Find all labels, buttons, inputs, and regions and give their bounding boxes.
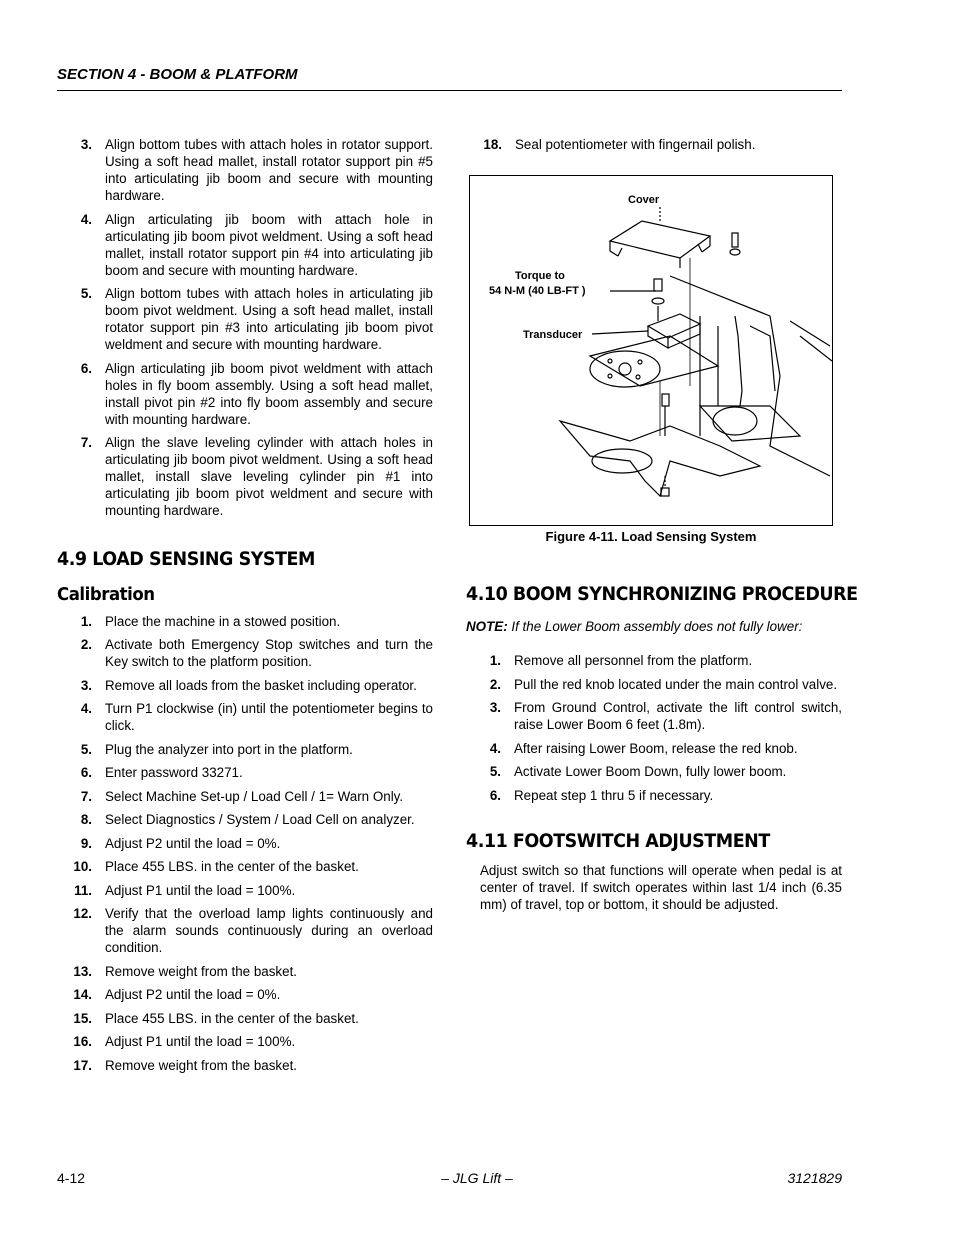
list-item: 6. Align articulating jib boom pivot weldment with attach holes in fly boom assembly. Using a soft head mallet, install pivot pin #2 into fly boom assembly and secure with mounting hardware.: [80, 360, 433, 427]
cover-label: Cover: [628, 194, 660, 206]
list-item: 5. Plug the analyzer into port in the platform.: [80, 741, 353, 757]
list-item: 15. Place 455 LBS. in the center of the basket.: [73, 1010, 359, 1026]
note-text: If the Lower Boom assembly does not fully lower:: [511, 619, 803, 634]
list-item: 7. Select Machine Set-up / Load Cell / 1= Warn Only.: [80, 788, 404, 804]
seal-step-list: [466, 136, 842, 153]
list-item: 3. From Ground Control, activate the lift control switch, raise Lower Boom 6 feet (1.8m).: [489, 700, 842, 732]
list-item: 3. Align bottom tubes with attach holes in rotator support. Using a soft head mallet, install rotator support pin #5 into articulating jib boom and secure with mounting hardware.: [80, 137, 433, 203]
note: [466, 619, 842, 634]
list-item: 1. Remove all personnel from the platform.: [489, 653, 753, 668]
list-item: 2. Pull the red knob located under the main control valve.: [489, 676, 838, 692]
list-item: 6. Enter password 33271.: [80, 765, 243, 780]
footer-center: – JLG Lift –: [441, 1170, 513, 1186]
figure-caption: Figure 4-11. Load Sensing System: [545, 529, 757, 544]
note-label: NOTE:: [466, 619, 508, 634]
transducer-shape: [648, 314, 700, 338]
calibration-steps-list: [57, 613, 433, 1074]
list-item: 12. Verify that the overload lamp lights continuously and the alarm sounds continuously during an overload condition.: [73, 906, 433, 955]
section-header: SECTION 4 - BOOM & PLATFORM: [57, 66, 298, 83]
list-item: 4. After raising Lower Boom, release the red knob.: [489, 740, 798, 756]
left-column: [57, 136, 433, 1080]
footswitch-paragraph: Adjust switch so that functions will operate when pedal is at center of travel. If switch operates within last 1/4 inch (6.35 mm) of travel, top or bottom, it should be adjusted.: [480, 863, 842, 912]
calibration-subtitle: Calibration: [57, 583, 155, 605]
transducer-label: Transducer: [523, 329, 583, 341]
list-item: 17. Remove weight from the basket.: [73, 1057, 298, 1073]
list-item: 9. Adjust P2 until the load = 0%.: [80, 835, 281, 851]
list-item: 11. Adjust P1 until the load = 100%.: [74, 882, 296, 898]
sync-steps-list: [466, 652, 842, 804]
list-item: 3. Remove all loads from the basket including operator.: [80, 677, 417, 693]
list-item: 5. Align bottom tubes with attach holes in articulating jib boom pivot weldment. Using a soft head mallet, install rotator support pin #3 into articulating jib boom pivot weldment and secure with mounting hardware.: [80, 286, 433, 352]
list-item: 5. Activate Lower Boom Down, fully lower boom.: [489, 764, 787, 779]
list-item: 1. Place the machine in a stowed position.: [80, 613, 341, 629]
list-item: 13. Remove weight from the basket.: [73, 963, 298, 979]
list-item: 6. Repeat step 1 thru 5 if necessary.: [489, 787, 714, 803]
list-item: 4. Align articulating jib boom with attach hole in articulating jib boom pivot weldment. Using a soft head mallet, install rotator support pin #4 into articulating jib boom and secure with mounting hardware.: [80, 211, 433, 278]
right-column-lower: [466, 583, 858, 913]
load-sensing-diagram: [470, 176, 832, 525]
document-number: 3121829: [787, 1170, 842, 1186]
list-item: 10. Place 455 LBS. in the center of the basket.: [73, 859, 359, 874]
section-4-9-title: 4.9 LOAD SENSING SYSTEM: [57, 547, 315, 570]
list-item: 18. Seal potentiometer with fingernail polish.: [483, 137, 756, 152]
right-column-top: [466, 136, 842, 160]
section-4-10-title: 4.10 BOOM SYNCHRONIZING PROCEDURE: [466, 583, 858, 605]
list-item: 7. Align the slave leveling cylinder with attach holes in articulating jib boom pivot weldment. Using a soft head mallet, install slave leveling cylinder pin #1 into articulating jib boom pivot weldment and secure with mounting hardware.: [80, 435, 433, 518]
page-number: 4-12: [57, 1170, 86, 1186]
header-rule: [57, 90, 842, 91]
list-item: 4. Turn P1 clockwise (in) until the potentiometer begins to click.: [80, 701, 433, 733]
cover-shape: [610, 221, 710, 258]
torque-label-line1: Torque to: [515, 270, 565, 282]
list-item: 8. Select Diagnostics / System / Load Cell on analyzer.: [80, 812, 415, 827]
list-item: 14. Adjust P2 until the load = 0%.: [73, 987, 281, 1002]
section-4-11-title: 4.11 FOOTSWITCH ADJUSTMENT: [466, 830, 770, 852]
assembly-steps-list: [57, 136, 433, 519]
list-item: 2. Activate both Emergency Stop switches and turn the Key switch to the platform position.: [80, 637, 433, 669]
torque-label-line2: 54 N-M (40 LB-FT ): [489, 285, 586, 297]
load-sensing-figure: [469, 175, 833, 526]
list-item: 16. Adjust P1 until the load = 100%.: [73, 1034, 296, 1049]
